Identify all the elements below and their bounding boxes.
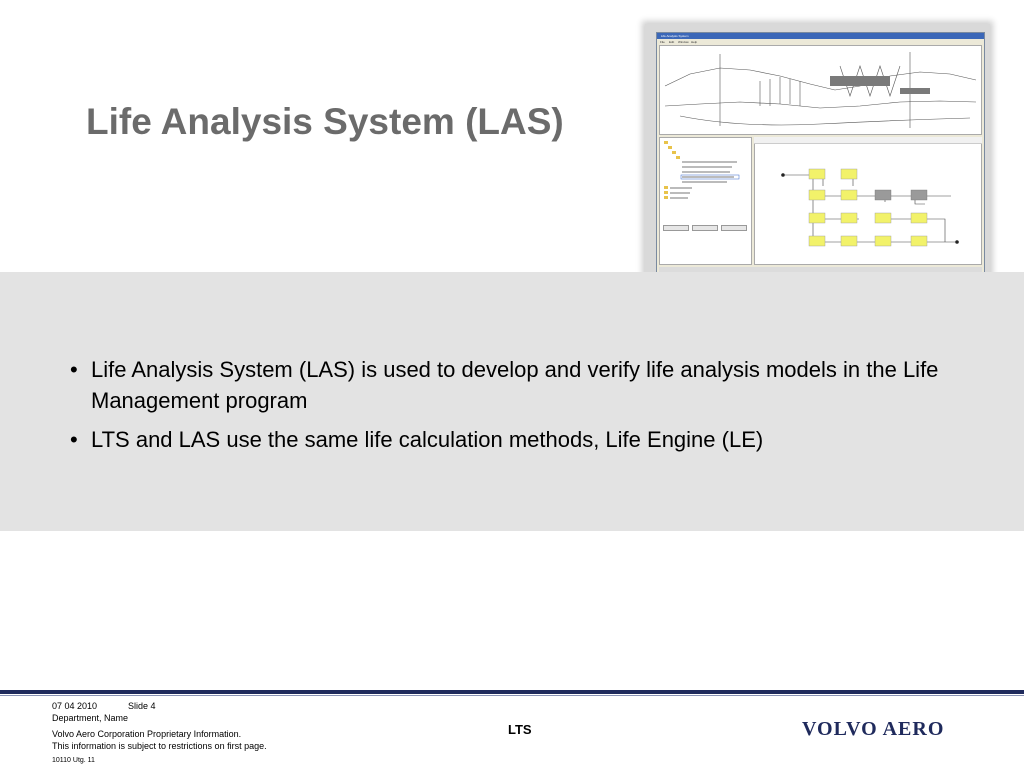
engine-drawing: [660, 46, 981, 134]
screenshot-window-title: Life Analysis System: [661, 34, 689, 38]
bullet-text: LTS and LAS use the same life calculation methods, Life Engine (LE): [91, 427, 764, 452]
bullet-item: [66, 354, 976, 416]
screenshot-update-button: [663, 225, 689, 231]
screenshot-menubar: [657, 39, 984, 44]
screenshot-menu-file: File: [660, 40, 665, 44]
las-screenshot: [656, 32, 985, 292]
footer-notice-line1: Volvo Aero Corporation Proprietary Information.: [52, 729, 242, 739]
engine-cross-section: [659, 45, 982, 135]
screenshot-stop-button: [721, 225, 747, 231]
bullet-glyph: •: [70, 357, 78, 382]
footer-rule-thin: [0, 695, 1024, 696]
screenshot-menu-help: Help: [691, 40, 698, 44]
volvo-aero-logo: VOLVO AERO: [802, 718, 945, 740]
footer-date: 07 04 2010: [52, 701, 98, 711]
footer-notice-line2: This information is subject to restrictions on first page.: [52, 741, 267, 751]
footer-center-label: LTS: [508, 722, 532, 737]
footer-department: Department, Name: [52, 713, 129, 723]
footer-slide-number: Slide 4: [128, 701, 156, 711]
screenshot-menu-window: Window: [678, 40, 689, 44]
bullet-list: [66, 354, 976, 463]
bullet-glyph: •: [70, 427, 78, 452]
screenshot-menu-edit: Edit: [669, 40, 675, 44]
screenshot-flow-header: [754, 137, 982, 144]
flow-drawing: [755, 138, 981, 264]
screenshot-expand-button: [692, 225, 718, 231]
tree-drawing: [660, 138, 751, 224]
footer-rule: [0, 690, 1024, 694]
screenshot-flow-diagram: [754, 137, 982, 265]
footer-form-code: 10110 Utg. 11: [52, 757, 95, 764]
bullet-item: [66, 424, 976, 455]
bullet-text: Life Analysis System (LAS) is used to develop and verify life analysis models in the Life Management program: [91, 357, 939, 413]
slide-title: Life Analysis System (LAS): [86, 101, 564, 142]
screenshot-tree-panel: [659, 137, 752, 265]
